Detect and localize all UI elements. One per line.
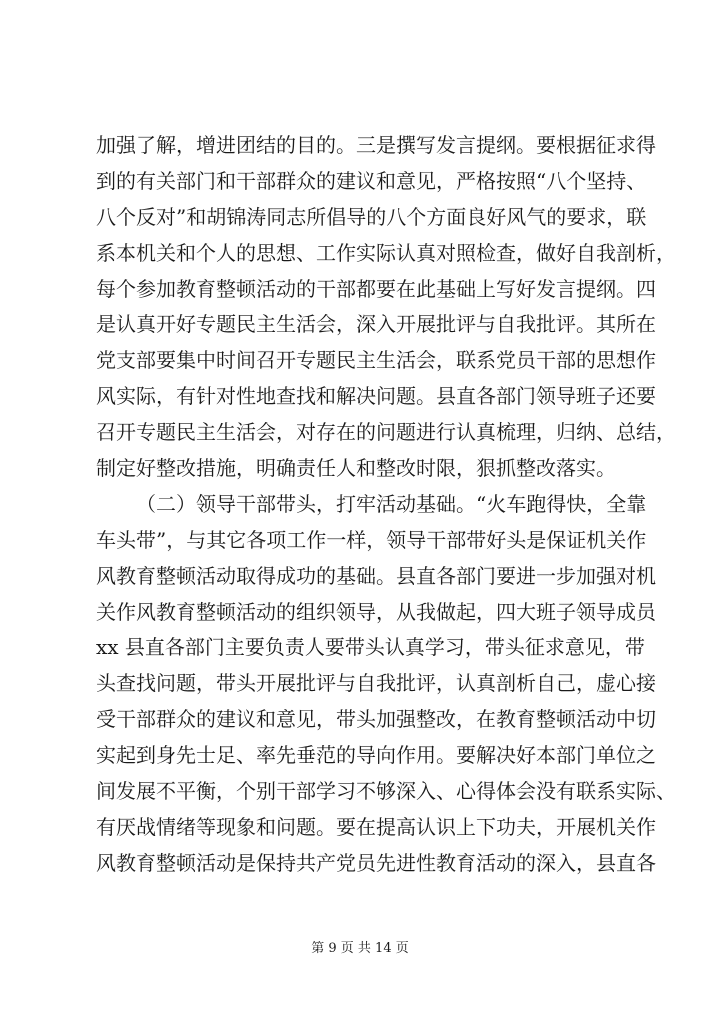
text-line: 风实际，有针对性地查找和解决问题。县直各部门领导班子还要	[96, 384, 656, 409]
text-line: 党支部要集中时间召开专题民主生活会，联系党员干部的思想作	[96, 348, 656, 373]
text-line: 头查找问题，带头开展批评与自我批评，认真剖析自己，虚心接	[96, 671, 656, 696]
text-line: 是认真开好专题民主生活会，深入开展批评与自我批评。其所在	[96, 312, 656, 337]
text-line: 每个参加教育整顿活动的干部都要在此基础上写好发言提纲。四	[96, 276, 656, 301]
text-line: 有厌战情绪等现象和问题。要在提高认识上下功夫，开展机关作	[96, 814, 656, 839]
text-line: 系本机关和个人的思想、工作实际认真对照检查，做好自我剖析，	[96, 240, 676, 265]
text-line: xx 县直各部门主要负责人要带头认真学习，带头征求意见，带	[96, 635, 645, 660]
text-line: 关作风教育整顿活动的组织领导，从我做起，四大班子领导成员	[96, 599, 656, 624]
text-line: 加强了解，增进团结的目的。三是撰写发言提纲。要根据征求得	[96, 133, 656, 157]
section-heading-line: （二）领导干部带头，打牢活动基础。“火车跑得快，全靠	[136, 491, 647, 516]
page-number-footer: 第 9 页 共 14 页	[311, 941, 409, 956]
text-line: 车头带”，与其它各项工作一样，领导干部带好头是保证机关作	[96, 527, 647, 552]
text-line: 间发展不平衡，个别干部学习不够深入、心得体会没有联系实际、	[96, 779, 676, 804]
text-line: 风教育整顿活动是保持共产党员先进性教育活动的深入，县直各	[96, 850, 656, 875]
text-line: 召开专题民主生活会，对存在的问题进行认真梳理，归纳、总结，	[96, 420, 676, 445]
text-line: 风教育整顿活动取得成功的基础。县直各部门要进一步加强对机	[96, 563, 656, 588]
text-line: 实起到身先士足、率先垂范的导向作用。要解决好本部门单位之	[96, 743, 656, 768]
text-line: 制定好整改措施，明确责任人和整改时限，狠抓整改落实。	[96, 456, 616, 481]
text-line: 八个反对”和胡锦涛同志所倡导的八个方面良好风气的要求，联	[96, 204, 647, 229]
text-line: 受干部群众的建议和意见，带头加强整改，在教育整顿活动中切	[96, 707, 656, 732]
body-text	[96, 128, 676, 882]
text-line: 到的有关部门和干部群众的建议和意见，严格按照“八个坚持、	[96, 168, 647, 193]
